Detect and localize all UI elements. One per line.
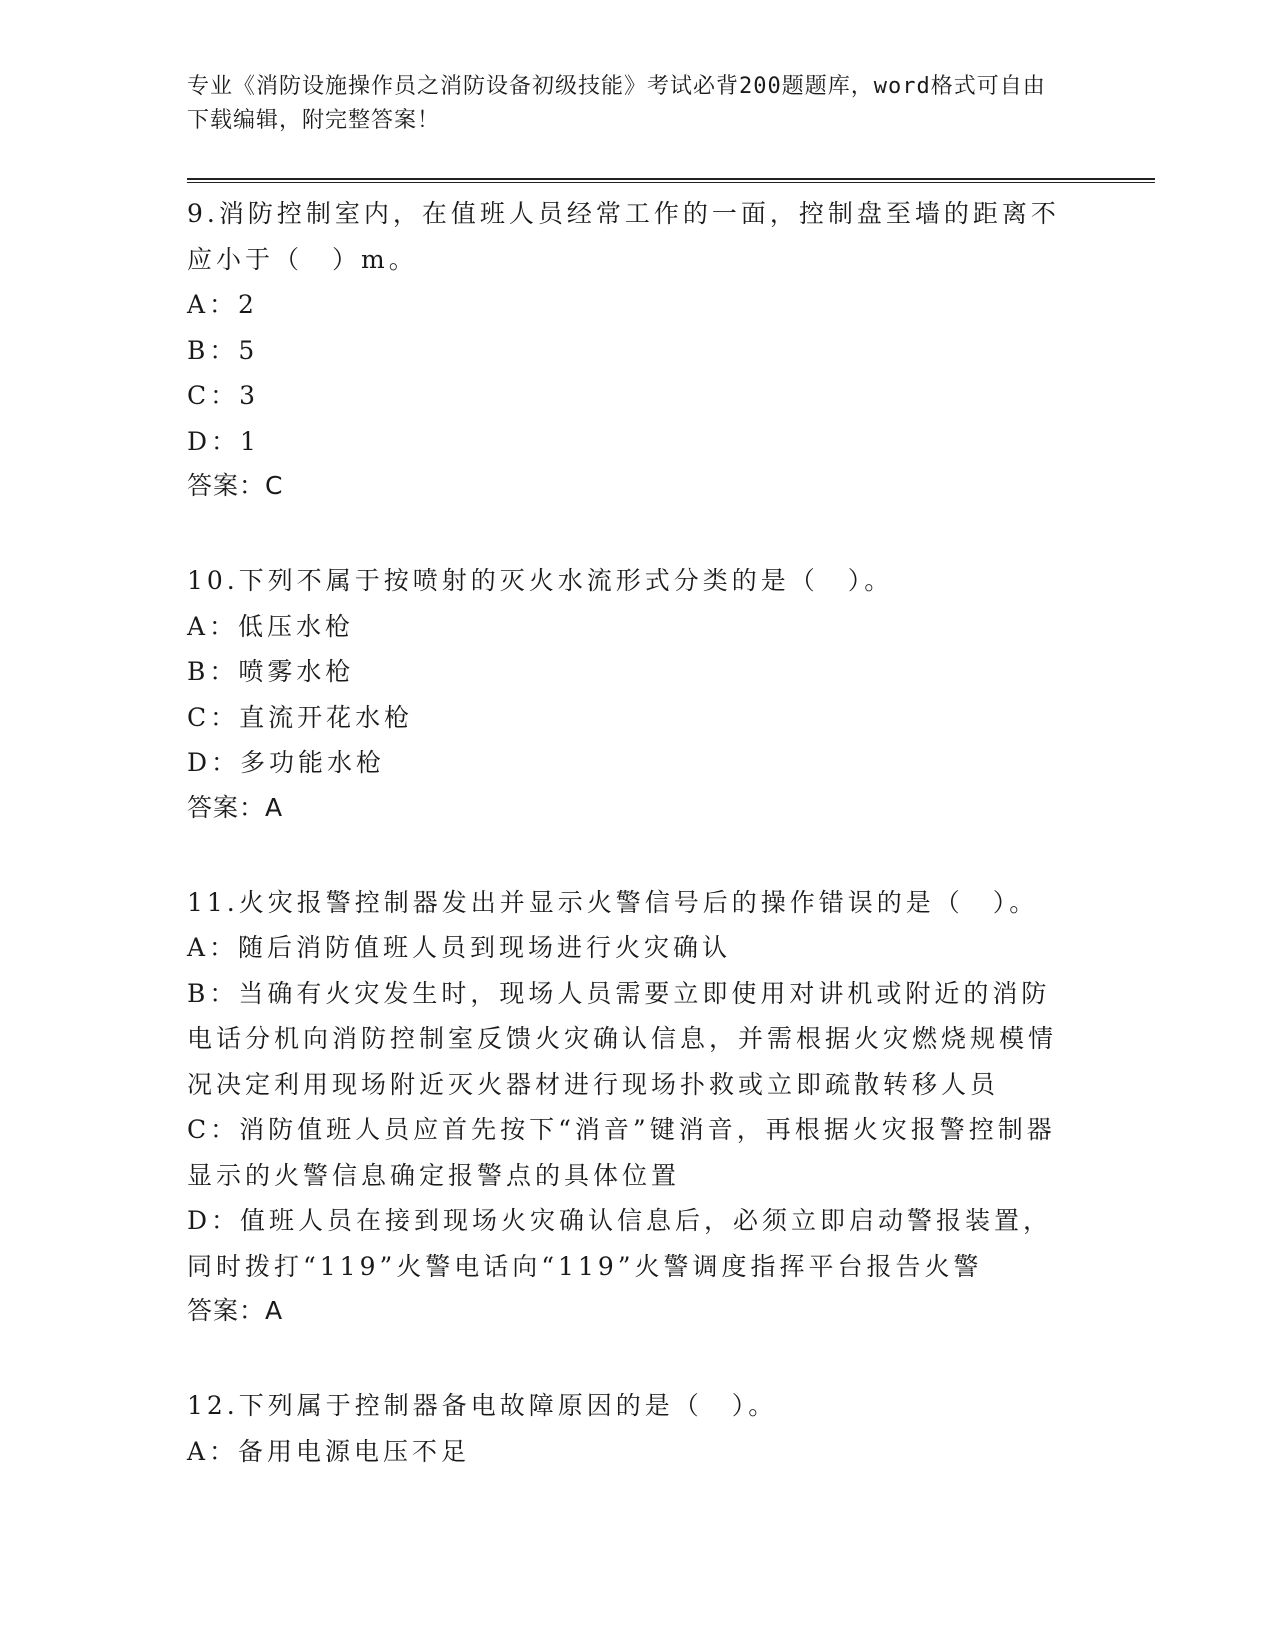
question-11: [187, 880, 1087, 1334]
option-d: D：1: [187, 426, 260, 456]
header-divider: [187, 178, 1155, 183]
answer: 答案：A: [187, 792, 284, 822]
option-d: D：多功能水枪: [187, 748, 386, 777]
document-header: 专业《消防设施操作员之消防设备初级技能》考试必背200题题库，word格式可自由下载编辑，附完整答案！: [187, 74, 1046, 133]
option-d: D：值班人员在接到现场火灾确认信息后，必须立即启动警报装置，同时拨打“119”火警电话向“119”火警调度指挥平台报告火警: [187, 1206, 1053, 1281]
option-c: C：直流开花水枪: [187, 702, 414, 732]
document-page: [187, 70, 1087, 1524]
option-b: B：5: [187, 335, 259, 365]
question-10: [187, 558, 1087, 830]
option-b: B：当确有火灾发生时，现场人员需要立即使用对讲机或附近的消防电话分机向消防控制室反馈火灾确认信息，并需根据火灾燃烧规模情况决定利用现场附近灭火器材进行现场扑救或立即疏散转移人员: [187, 978, 1058, 1099]
option-c: C：消防值班人员应首先按下“消音”键消音，再根据火灾报警控制器显示的火警信息确定报警点的具体位置: [187, 1115, 1056, 1190]
option-a: A：随后消防值班人员到现场进行火灾确认: [187, 933, 732, 962]
option-c: C：3: [187, 381, 260, 410]
question-stem: 9.消防控制室内，在值班人员经常工作的一面，控制盘至墙的距离不应小于（ ）m。: [187, 199, 1060, 274]
question-stem: 11.火灾报警控制器发出并显示火警信号后的操作错误的是（ ）。: [187, 887, 1039, 917]
option-a: A：低压水枪: [187, 611, 355, 641]
answer: 答案：A: [187, 1296, 284, 1325]
question-stem: 10.下列不属于按喷射的灭火水流形式分类的是（ ）。: [187, 566, 894, 595]
question-12: [187, 1383, 1087, 1474]
question-list: [187, 191, 1087, 1474]
question-stem: 12.下列属于控制器备电故障原因的是（ ）。: [187, 1391, 778, 1420]
option-b: B：喷雾水枪: [187, 657, 355, 686]
answer: 答案：C: [187, 471, 284, 500]
option-a: A：备用电源电压不足: [187, 1436, 471, 1466]
question-9: [187, 191, 1087, 508]
option-a: A：2: [187, 290, 258, 319]
